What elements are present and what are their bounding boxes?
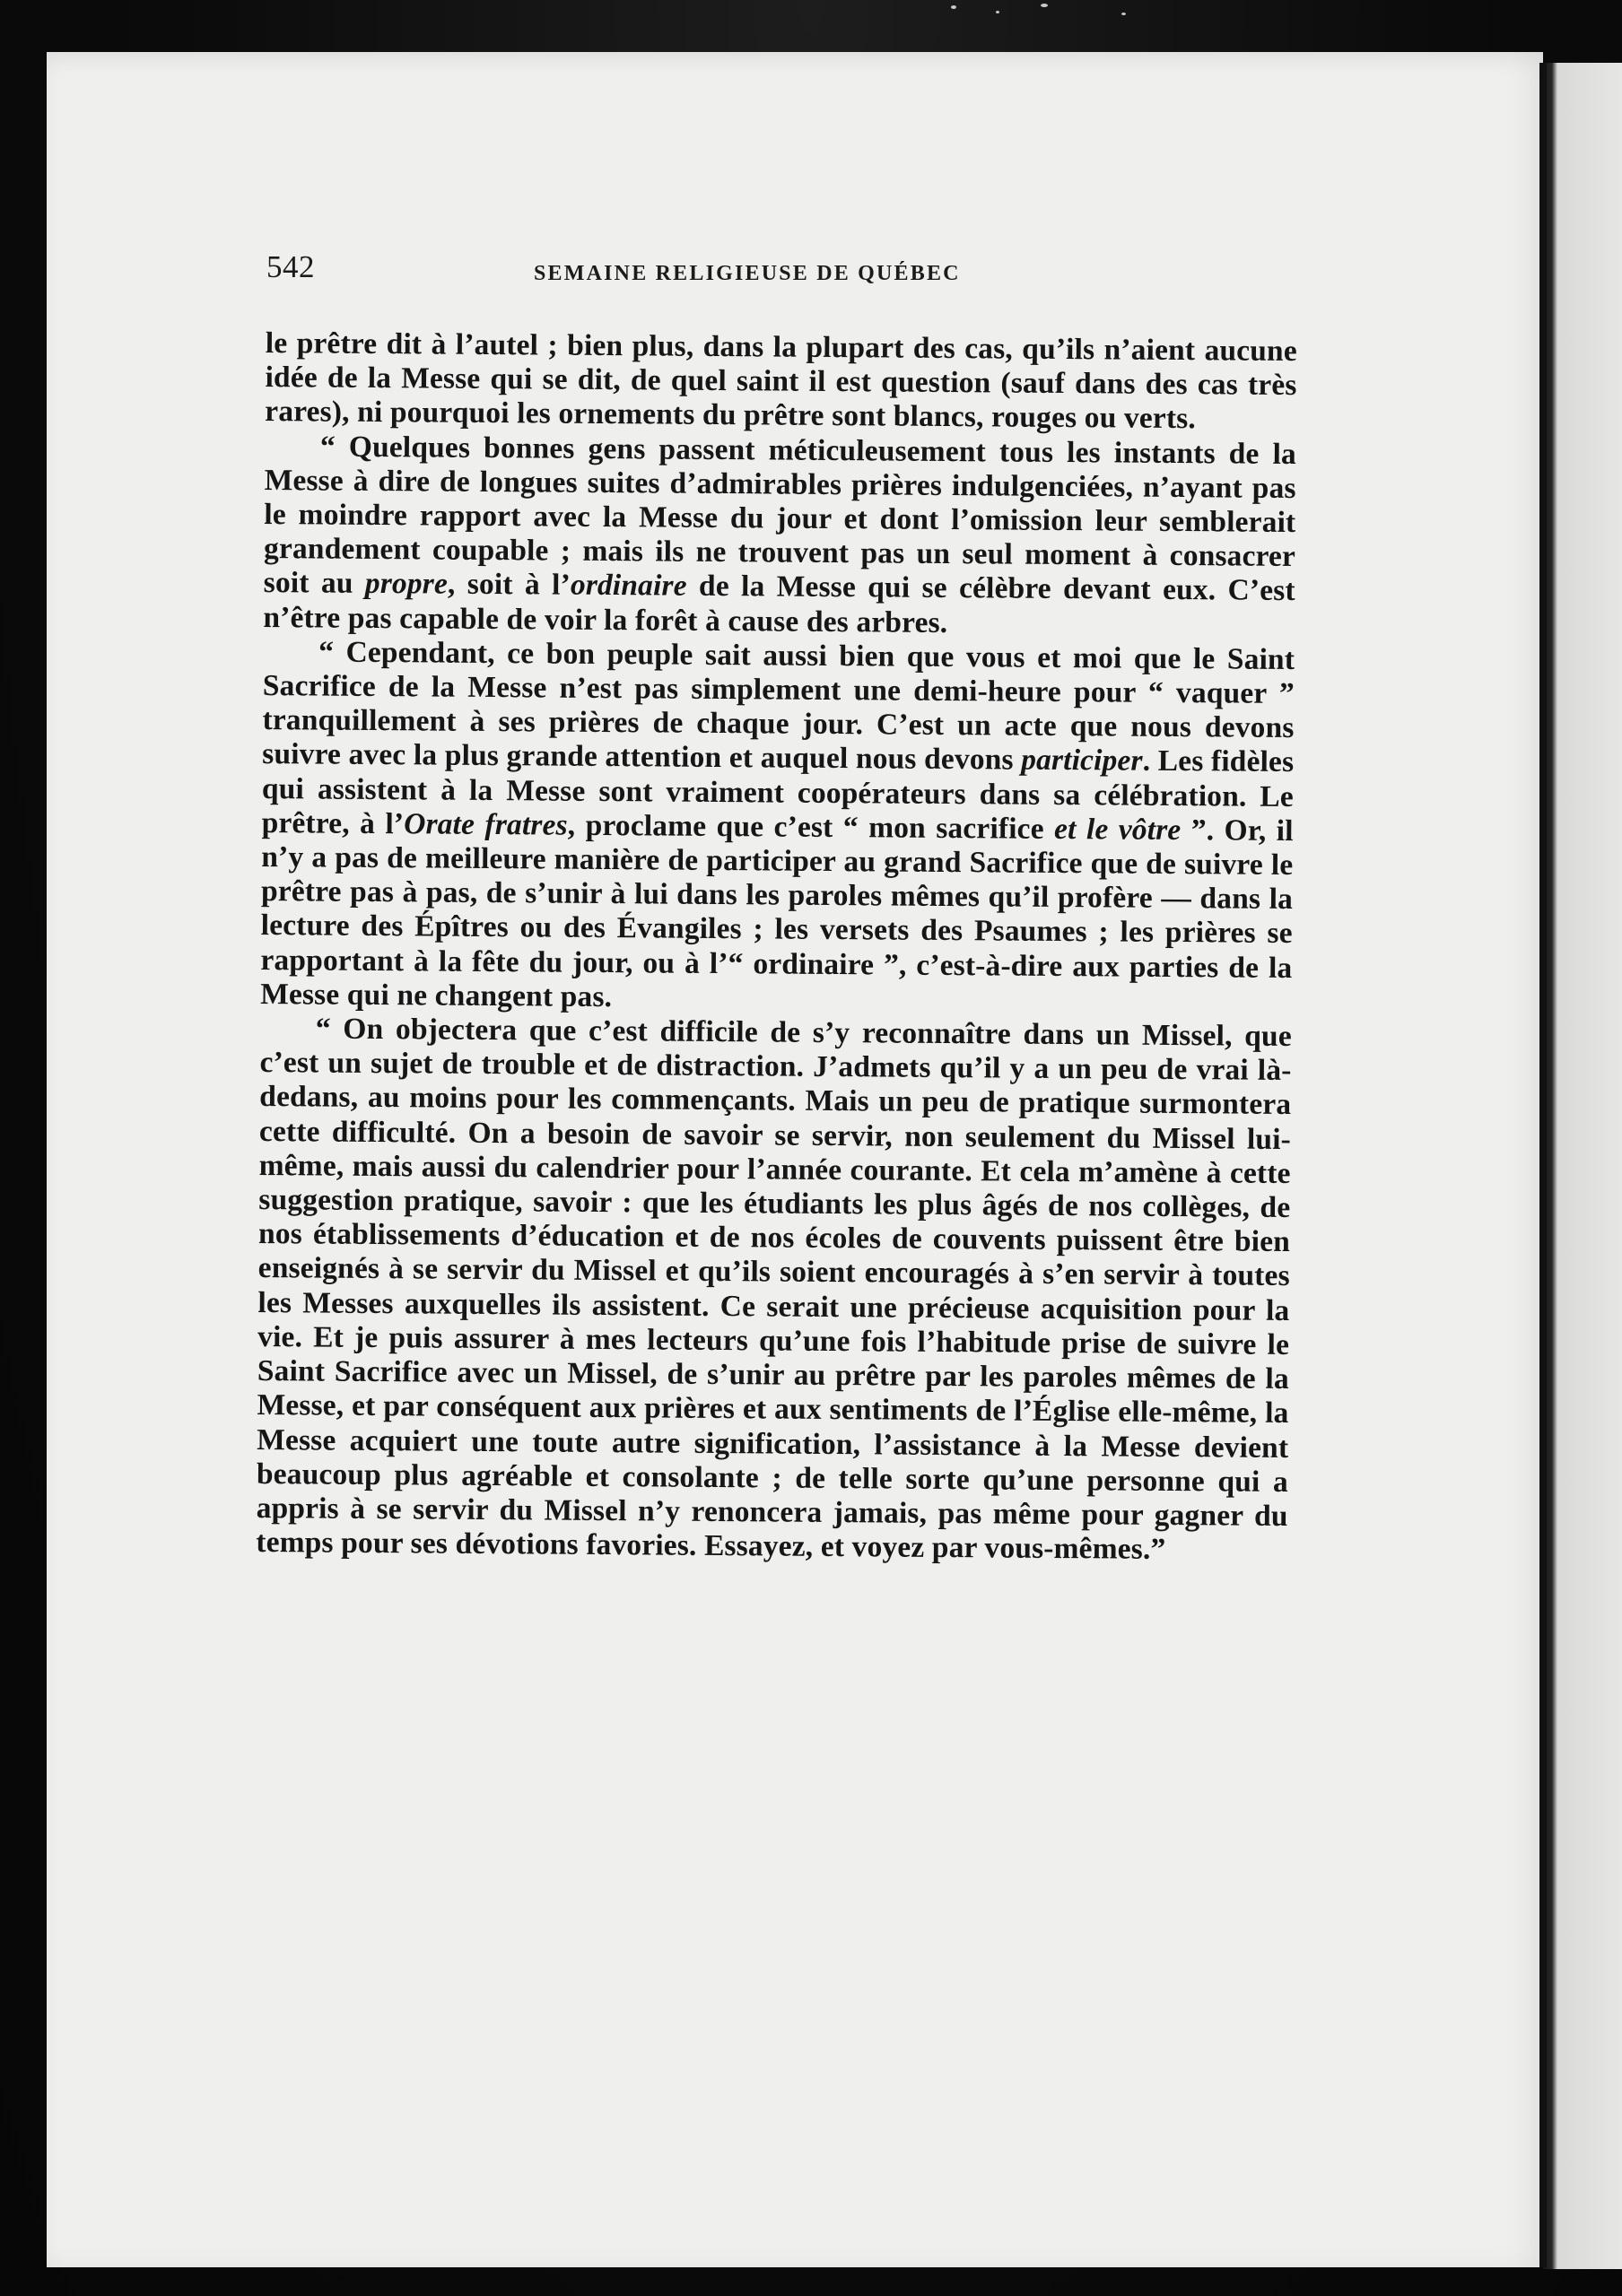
paragraph [256, 1012, 1292, 1568]
page-fold-shadow [1539, 63, 1547, 2267]
page-number: 542 [266, 249, 315, 284]
text-run: , soit à l’ [447, 568, 571, 603]
text-run: “ Cependant, ce bon peuple sait aussi bien que vous et moi que le Saint Sacrifice de la Messe n’est pas simplement une demi-heure pour “ vaquer ” tranquillement à ses prières de chaque jour. C’est un acte que nous devons suivre avec la plus grande attention et auquel nous devons [262, 635, 1295, 778]
italic-phrase: participer [1021, 744, 1143, 778]
adjacent-page-edge [1543, 63, 1622, 2269]
text-run: le prêtre dit à l’autel ; bien plus, dans la plupart des cas, qu’ils n’aient aucune idée de la Messe qui se dit, de quel saint il est question (sauf dans des cas très rares), ni pourquoi les ornements du prêtre sont blancs, rouges ou verts. [265, 326, 1297, 436]
paragraph [265, 326, 1297, 438]
scan-dust [933, 0, 1202, 36]
text-run: de la Messe qui se célèbre devant eux. C’est n’être pas capable de voir la forêt à cause des arbres. [263, 570, 1295, 639]
text-run: . Les fidèles qui assistent à la Messe sont vraiment coopérateurs dans sa célébration. Le prêtre, à l’ [261, 744, 1295, 841]
italic-phrase: et le vôtre [1053, 812, 1182, 847]
page-header [266, 249, 1307, 300]
text-run: “ On objectera que c’est difficile de s’y reconnaître dans un Missel, que c’est un sujet de trouble et de distraction. J’admets qu’il y a un peu de vrai là-dedans, au moins pour les commençants. Mais un peu de pratique surmontera cette difficulté. On a besoin de savoir se servir, non seulement du Missel lui-même, mais aussi du calendrier pour l’année courante. Et cela m’amène à cette suggestion pratique, savoir : que les étudiants les plus âgés de nos collèges, de nos établissements d’éducation et de nos écoles de couvents puissent être bien enseignés à se servir du Missel et qu’ils soient encouragés à s’en servir à toutes les Messes auxquelles ils assistent. Ce serait une précieuse acquisition pour la vie. Et je puis assurer à mes lecteurs qu’une fois l’habitude prise de suivre le Saint Sacrifice avec un Missel, de s’unir au prêtre par les paroles mêmes de la Messe, et par conséquent aux prières et aux sentiments de l’Église elle-même, la Messe acquiert une toute autre signification, l’assistance à la Messe devient beaucoup plus agréable et consolante ; de telle sorte qu’une personne qui a appris à se servir du Missel n’y renoncera jamais, pas même pour gagner du temps pour ses dévotions favories. Essayez, et voyez par vous-mêmes.” [256, 1012, 1292, 1567]
text-run: , proclame que c’est “ mon sacrifice [567, 808, 1055, 846]
running-title: SEMAINE RELIGIEUSE DE QUÉBEC [534, 262, 961, 285]
paragraph [263, 430, 1296, 643]
paragraph [260, 635, 1295, 1020]
text-run: ”. Or, il n’y a pas de meilleure manière de participer au grand Sacrifice que de suivre le prêtre pas à pas, de s’unir à lui dans les paroles mêmes qu’il profère — dans la lecture des Épîtres ou des Évangiles ; les versets des Psaumes ; les prières se rapportant à la fête du jour, ou à l’“ ordinaire ”, c’est-à-dire aux parties de la Messe qui ne changent pas. [260, 813, 1294, 1013]
article-body [256, 326, 1297, 1568]
italic-phrase: propre [364, 567, 449, 602]
italic-phrase: Orate fratres [404, 807, 568, 842]
italic-phrase: ordinaire [570, 569, 687, 604]
text-run: “ Quelques bonnes gens passent méticuleusement tous les instants de la Messe à dire de longues suites d’admirables prières indulgenciées, n’ayant pas le moindre rapport avec la Messe du jour et dont l’omission leur semblerait grandement coupable ; mais ils ne trouvent pas un seul moment à consacrer soit au [263, 430, 1297, 601]
